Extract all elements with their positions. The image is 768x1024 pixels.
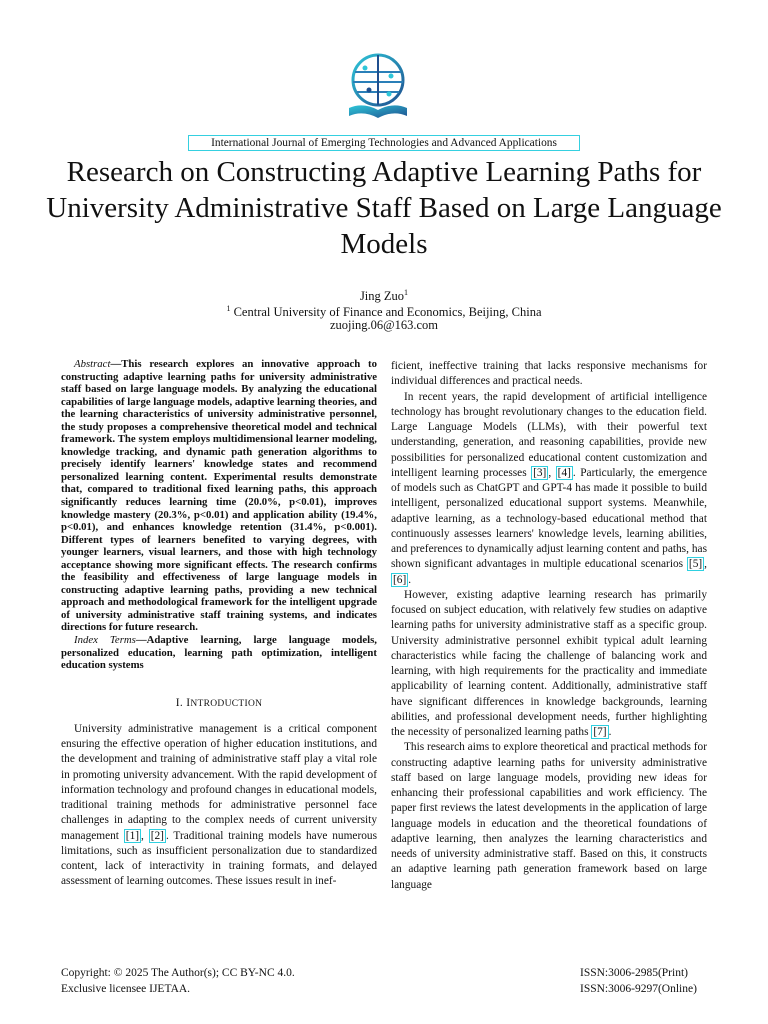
abstract: [61, 358, 377, 634]
intro-paragraph-4: This research aims to explore theoretical and practical methods for constructing adaptive learning paths for university administrative staff based on large language models, providing new ideas for enhancing their professional capabilities and work efficiency. The paper first reviews the latest developments in the application of large language models in education and the theoretical foundations of adaptive learning, then analyzes the learning characteristics and needs of university administrative staff. Based on this, it constructs an adaptive learning path generation framework based on large language: [391, 741, 707, 891]
right-column: [391, 359, 707, 893]
author-name: Jing Zuo: [359, 289, 405, 304]
issn-print: ISSN:3006-2985(Print): [580, 967, 688, 979]
text-span: ,: [548, 466, 556, 479]
section-heading-introduction: [61, 696, 377, 712]
text-span: .: [608, 726, 612, 738]
text-span: . Particularly, the emergence of models such as ChatGPT and GPT-4 has made it possible to build intelligent, personalized educational support systems. Meanwhile, adaptive learning, as a technology-based educational method that continuously assesses learners' knowledge levels, learning abilities, and preferences to dynamically adjust learning content and paths, has shown significant advantages in multiple educational scenarios: [391, 466, 708, 571]
index-terms-label: Index Terms: [74, 634, 136, 647]
abstract-text: —This research explores an innovative approach to constructing adaptive learning paths for university administrative staff based on large language models. By analyzing the educational capabilities of large language models, adaptive learning theories, and the learning characteristics of university administrative personnel, the study proposes a comprehensive theoretical model and technical framework. The system employs multidimensional learner modeling, knowledge tracking, and dynamic path generation algorithms to precisely identify learners' knowledge states and recommend personalized learning content. Experimental results demonstrate that, compared to traditional fixed learning paths, this approach significantly reduces learning time (20.0%, p<0.01), improves knowledge mastery (20.3%, p<0.01) and application ability (19.4%, p<0.01), and enhances knowledge retention (31.4%, p<0.001). Different types of learners benefited to varying degrees, with younger learners, visual learners, and those with high technology acceptance showing more significant effects. The research confirms the feasibility and effectiveness of large language models in constructing adaptive learning paths, providing a new technical approach and methodological framework for the intelligent upgrade of university administrative staff training systems, and indicates directions for future research.: [61, 358, 377, 634]
journal-name-link[interactable]: International Journal of Emerging Technologies and Advanced Applications: [188, 135, 580, 151]
citation-link[interactable]: [2]: [150, 829, 164, 842]
citation-link[interactable]: [3]: [533, 466, 547, 479]
footer-left: [61, 966, 295, 997]
text-span: University administrative management is a critical component ensuring the effective operation of higher education institutions, and the development and training of administrative staff play a vital role in promoting university advancement. With the rapid development of information technology and profound changes in educational models, traditional training methods for administrative personnel face challenges in adapting to the complex needs of current university management: [61, 722, 377, 842]
author-email: zuojing.06@163.com: [329, 318, 439, 332]
index-terms-text: —Adaptive learning, large language models, personalized education, learning path optimization, intelligent education systems: [61, 634, 377, 672]
intro-paragraph-3: [391, 588, 707, 741]
paper-title: Research on Constructing Adaptive Learning Paths for University Administrative Staff Based on Large Language Models: [46, 156, 722, 260]
text-span: ,: [141, 829, 149, 842]
globe-book-logo-icon: [343, 50, 413, 124]
citation-link[interactable]: [6]: [393, 573, 407, 586]
section-rest: NTRODUCTION: [190, 698, 263, 709]
footer-right: [580, 966, 697, 997]
citation-link[interactable]: [1]: [125, 829, 140, 842]
intro-paragraph-1: [61, 722, 377, 890]
section-numeral: I.: [175, 696, 184, 709]
citation-link[interactable]: [7]: [593, 726, 607, 738]
intro-paragraph-2: [391, 390, 707, 588]
affiliation-text: Central University of Finance and Economics, Beijing, China: [233, 305, 542, 320]
licensee-text: Exclusive licensee IJETAA.: [61, 982, 191, 995]
citation-link[interactable]: [5]: [688, 558, 703, 571]
copyright-text: Copyright: © 2025 The Author(s); CC BY-NC 4.0.: [61, 967, 295, 979]
intro-paragraph-1-continued: ficient, ineffective training that lacks responsive mechanisms for individual differences and practical needs.: [391, 360, 707, 388]
issn-online: ISSN:3006-9297(Online): [580, 982, 697, 995]
left-column: [61, 358, 377, 890]
text-span: In recent years, the rapid development of artificial intelligence technology has brought revolutionary changes to the education field. Large Language Models (LLMs), with their powerful text understanding, generation, and reasoning capabilities, provide new possibilities for personalized educational content customization and intelligent learning processes: [391, 390, 707, 479]
index-terms: [61, 634, 377, 672]
text-span: ,: [704, 558, 707, 571]
text-span: .: [408, 573, 412, 586]
affiliation-sup: 1: [226, 304, 231, 313]
citation-link[interactable]: [4]: [557, 466, 571, 479]
section-initial: I: [186, 696, 191, 709]
abstract-label: Abstract: [74, 358, 111, 370]
text-span: However, existing adaptive learning research has primarily focused on subject education, with relatively few studies on adaptive learning paths for university administrative staff as a specific group. University administrative personnel exhibit typical adult learning characteristics while facing the challenge of balancing work and learning, with high requirements for the practicality and immediate applicability of learning content. Additionally, administrative staff have significant differences in knowledge backgrounds, learning abilities, and professional development needs, further highlighting the necessity of personalized learning paths: [391, 588, 707, 738]
text-span: . Traditional training models have numerous limitations, such as insufficient personalization due to standardized content, lack of interactivity in training formats, and delayed assessment of learning outcomes. These issues result in inef-: [61, 829, 377, 888]
author-sup: 1: [404, 288, 409, 297]
